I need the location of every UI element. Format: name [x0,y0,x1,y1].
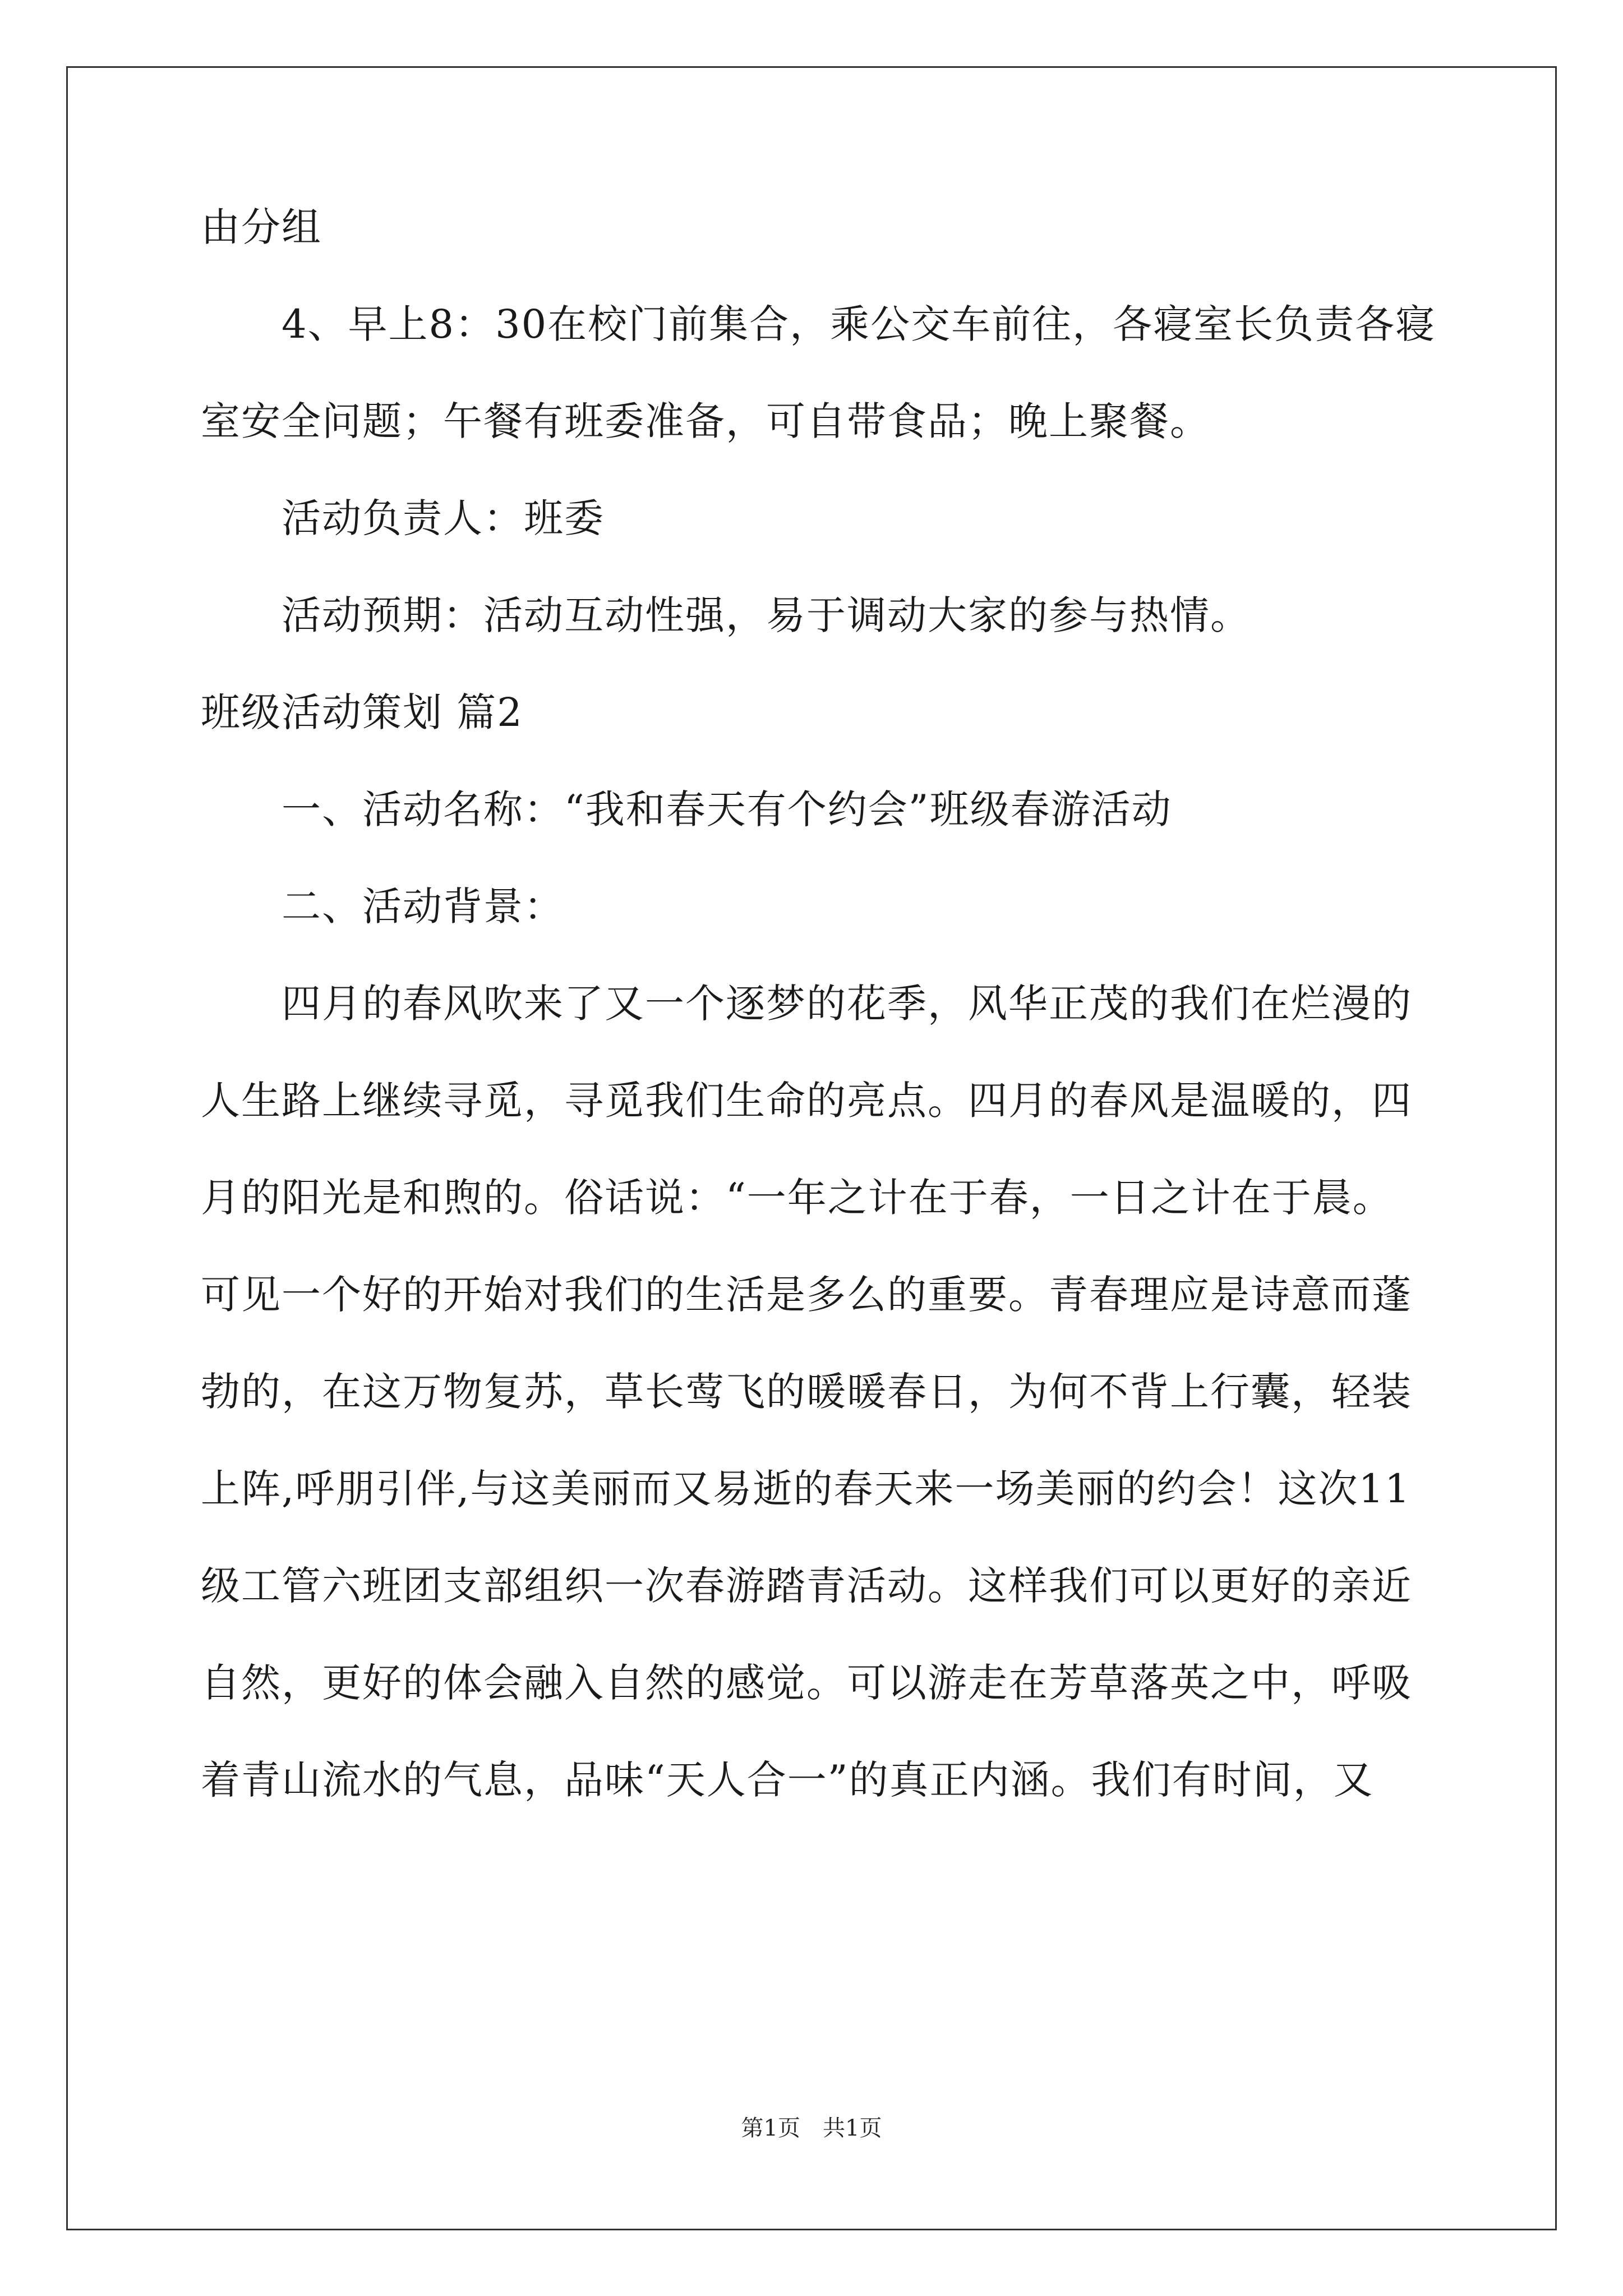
text-line: 着青山流水的气息，品味“天人合一”的真正内涵。我们有时间，又 [201,1757,1374,1803]
page-number-footer: 第1页 共1页 [741,2115,882,2141]
section-heading: 班级活动策划 篇2 [201,689,523,735]
text-line: 二、活动背景： [201,884,564,930]
text-line: 上阵,呼朋引伴,与这美丽而又易逝的春天来一场美丽的约会！这次11 [201,1466,1411,1512]
page-border [66,66,1557,2230]
text-line: 勃的，在这万物复苏，草长莺飞的暖暖春日，为何不背上行囊，轻装 [201,1369,1412,1415]
text-line: 一、活动名称：“我和春天有个约会”班级春游活动 [201,786,1172,832]
text-line: 活动预期：活动互动性强，易于调动大家的参与热情。 [201,592,1251,638]
text-line: 自然，更好的体会融入自然的感觉。可以游走在芳草落英之中，呼吸 [201,1660,1412,1706]
text-line: 月的阳光是和煦的。俗话说：“一年之计在于春，一日之计在于晨。 [201,1175,1393,1221]
text-line: 由分组 [201,204,322,250]
text-line: 可见一个好的开始对我们的生活是多么的重要。青春理应是诗意而蓬 [201,1272,1412,1318]
text-line: 四月的春风吹来了又一个逐梦的花季，风华正茂的我们在烂漫的 [201,981,1412,1027]
text-line: 活动负责人：班委 [201,495,605,541]
text-line: 4、早上8：30在校门前集合，乘公交车前往，各寝室长负责各寝 [201,301,1436,347]
text-line: 人生路上继续寻觅，寻觅我们生命的亮点。四月的春风是温暖的，四 [201,1078,1412,1124]
text-line: 室安全问题；午餐有班委准备，可自带食品；晚上聚餐。 [201,398,1210,444]
text-line: 级工管六班团支部组织一次春游踏青活动。这样我们可以更好的亲近 [201,1563,1412,1609]
